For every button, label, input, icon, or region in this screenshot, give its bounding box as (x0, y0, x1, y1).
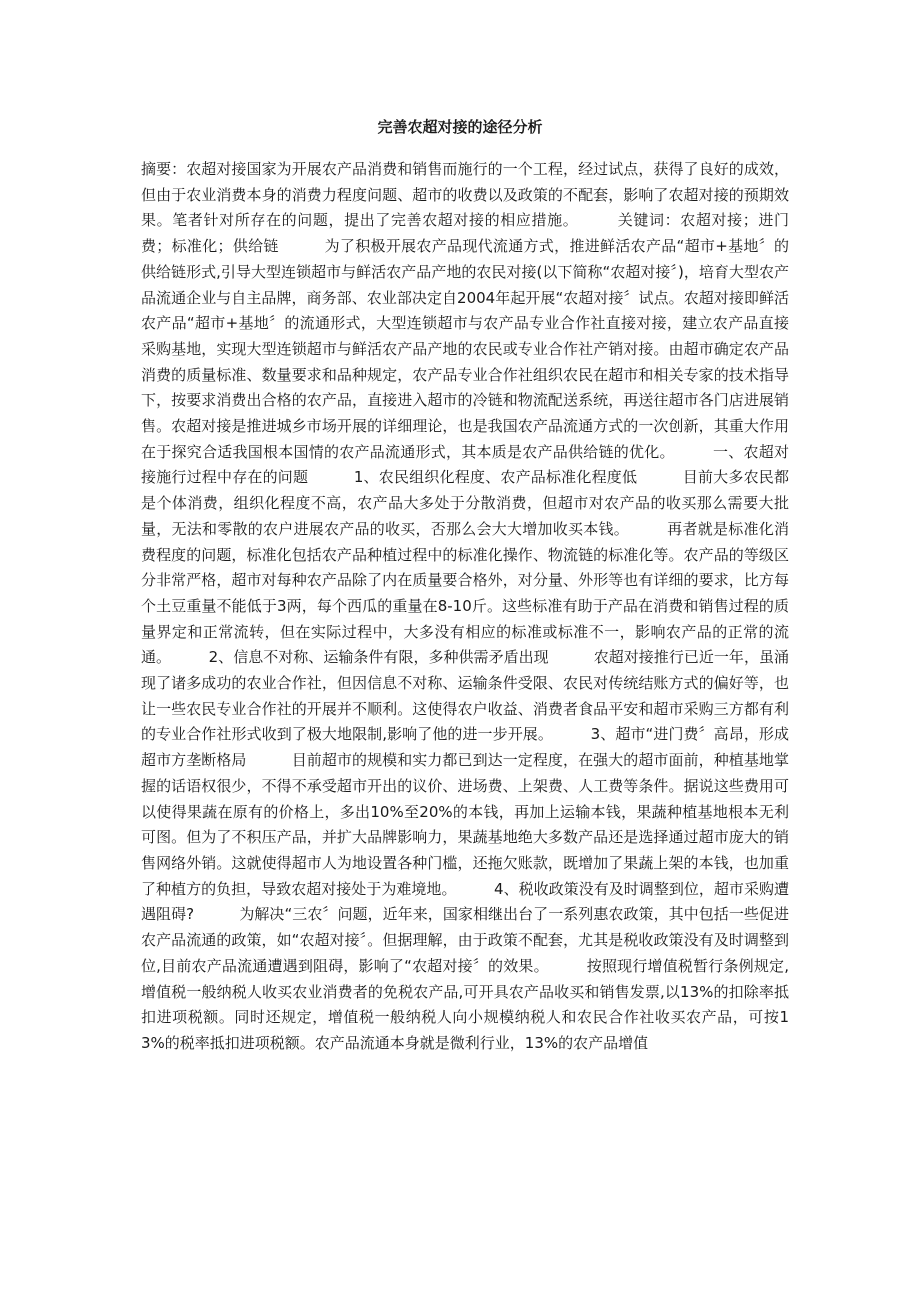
document-title: 完善农超对接的途径分析 (377, 118, 543, 136)
document-body-text: 摘要：农超对接国家为开展农产品消费和销售而施行的一个工程，经过试点，获得了良好的成效，但由于农业消费本身的消费力程度问题、超市的收费以及政策的不配套，影响了农超对接的预期效果。笔者针对所存在的问题，提出了完善农超对接的相应措施。 关键词：农超对接；进门费；标准化；供给链 为了积极开展农产品现代流通方式，推进鲜活农产品“超市+基地〞的供给链形式,引导大型连锁超市与鲜活农产品产地的农民对接(以下简称“农超对接〞)，培育大型农产品流通企业与自主品牌，商务部、农业部决定自2004年起开展“农超对接〞试点。农超对接即鲜活农产品“超市+基地〞的流通形式，大型连锁超市与农产品专业合作社直接对接，建立农产品直接采购基地，实现大型连锁超市与鲜活农产品产地的农民或专业合作社产销对接。由超市确定农产品消费的质量标准、数量要求和品种规定，农产品专业合作社组织农民在超市和相关专家的技术指导下，按要求消费出合格的农产品，直接进入超市的冷链和物流配送系统，再送往超市各门店进展销售。农超对接是推进城乡市场开展的详细理论，也是我国农产品流通方式的一次创新，其重大作用在于探究合适我国根本国情的农产品流通形式，其本质是农产品供给链的优化。 一、农超对接施行过程中存在的问题 1、农民组织化程度、农产品标准化程度低 目前大多农民都是个体消费，组织化程度不高，农产品大多处于分散消费，但超市对农产品的收买那么需要大批量，无法和零散的农户进展农产品的收买，否那么会大大增加收买本钱。 再者就是标准化消费程度的问题，标准化包括农产品种植过程中的标准化操作、物流链的标准化等。农产品的等级区分非常严格，超市对每种农产品除了内在质量要合格外，对分量、外形等也有详细的要求，比方每个土豆重量不能低于3两，每个西瓜的重量在8-10斤。这些标准有助于产品在消费和销售过程的质量界定和正常流转，但在实际过程中，大多没有相应的标准或标准不一，影响农产品的正常的流通。 2、信息不对称、运输条件有限，多种供需矛盾出现 农超对接推行已近一年，虽涌现了诸多成功的农业合作社，但因信息不对称、运输条件受限、农民对传统结账方式的偏好等，也让一些农民专业合作社的开展并不顺利。这使得农户收益、消费者食品平安和超市采购三方都有利的专业合作社形式收到了极大地限制,影响了他的进一步开展。 3、超市“进门费〞高昂，形成超市方垄断格局 目前超市的规模和实力都已到达一定程度，在强大的超市面前，种植基地掌握的话语权很少，不得不承受超市开出的议价、进场费、上架费、人工费等条件。据说这些费用可以使得果蔬在原有的价格上，多出10%至20%的本钱，再加上运输本钱，果蔬种植基地根本无利可图。但为了不积压产品，并扩大品牌影响力，果蔬基地绝大多数产品还是选择通过超市庞大的销售网络外销。这就使得超市人为地设置各种门槛，还拖欠账款，既增加了果蔬上架的本钱，也加重了种植方的负担，导致农超对接处于为难境地。 4、税收政策没有及时调整到位，超市采购遭遇阻碍? 为解决“三农〞问题，近年来，国家相继出台了一系列惠农政策，其中包括一些促进农产品流通的政策，如“农超对接〞。但据理解，由于政策不配套，尤其是税收政策没有及时调整到位,目前农产品流通遭遇到阻碍，影响了“农超对接〞的效果。 按照现行增值税暂行条例规定,增值税一般纳税人收买农业消费者的免税农产品,可开具农产品收买和销售发票,以13%的扣除率抵扣进项税额。同时还规定，增值税一般纳税人向小规模纳税人和农民合作社收买农产品，可按13%的税率抵扣进项税额。农产品流通本身就是微利行业，13%的农产品增值 (141, 160, 789, 1052)
